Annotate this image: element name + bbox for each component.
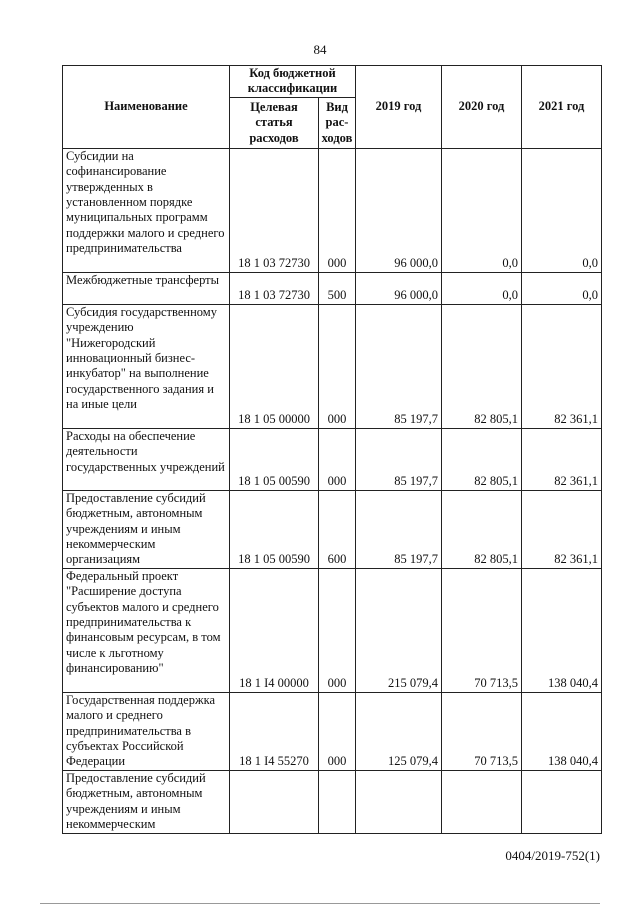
row-value-2019: 96 000,0 <box>356 272 442 304</box>
page-number: 84 <box>313 42 327 57</box>
header-year-2019: 2019 год <box>356 66 442 149</box>
row-value-2021: 0,0 <box>522 148 602 272</box>
row-value-2020 <box>442 770 522 833</box>
row-name: Предоставление субсидий бюджетным, автономным учреждениям и иным некоммерческим <box>63 770 230 833</box>
row-value-2019: 85 197,7 <box>356 428 442 490</box>
row-expense-type: 000 <box>319 568 356 692</box>
row-expense-type: 600 <box>319 490 356 568</box>
row-value-2020: 70 713,5 <box>442 692 522 770</box>
row-target-article: 18 1 03 72730 <box>230 148 319 272</box>
row-expense-type: 000 <box>319 304 356 428</box>
row-expense-type <box>319 770 356 833</box>
row-value-2019: 215 079,4 <box>356 568 442 692</box>
row-name: Государственная поддержка малого и среднего предпринимательства в субъектах Российской Федерации <box>63 692 230 770</box>
row-expense-type: 500 <box>319 272 356 304</box>
header-name: Наименование <box>63 66 230 149</box>
row-value-2019: 96 000,0 <box>356 148 442 272</box>
row-value-2021: 82 361,1 <box>522 490 602 568</box>
table-row <box>63 428 602 490</box>
row-target-article: 18 1 03 72730 <box>230 272 319 304</box>
table-row <box>63 692 602 770</box>
row-name: Федеральный проект "Расширение доступа субъектов малого и среднего предпринимательства к финансовым ресурсам, в том числе к льготному финансированию" <box>63 568 230 692</box>
budget-table <box>62 65 602 834</box>
row-value-2021 <box>522 770 602 833</box>
table-row <box>63 770 602 833</box>
row-target-article: 18 1 I4 55270 <box>230 692 319 770</box>
row-value-2021: 138 040,4 <box>522 692 602 770</box>
row-value-2020: 82 805,1 <box>442 490 522 568</box>
row-value-2021: 0,0 <box>522 272 602 304</box>
header-code-group: Код бюджетной классификации <box>230 66 356 98</box>
header-target-article: Целевая статья расходов <box>230 97 319 148</box>
row-value-2020: 82 805,1 <box>442 428 522 490</box>
row-target-article: 18 1 05 00590 <box>230 428 319 490</box>
row-target-article <box>230 770 319 833</box>
row-name: Субсидии на софинансирование утвержденных в установленном порядке муниципальных программ поддержки малого и среднего предпринимательства <box>63 148 230 272</box>
row-value-2021: 138 040,4 <box>522 568 602 692</box>
row-expense-type: 000 <box>319 148 356 272</box>
row-value-2019 <box>356 770 442 833</box>
row-expense-type: 000 <box>319 428 356 490</box>
table-header <box>63 66 602 149</box>
bottom-divider <box>40 903 600 904</box>
table-body <box>63 148 602 833</box>
header-year-2020: 2020 год <box>442 66 522 149</box>
document-code: 0404/2019-752(1) <box>505 848 600 863</box>
row-value-2019: 85 197,7 <box>356 490 442 568</box>
row-target-article: 18 1 I4 00000 <box>230 568 319 692</box>
row-target-article: 18 1 05 00590 <box>230 490 319 568</box>
table-row <box>63 568 602 692</box>
row-name: Предоставление субсидий бюджетным, автономным учреждениям и иным некоммерческим организациям <box>63 490 230 568</box>
row-value-2020: 70 713,5 <box>442 568 522 692</box>
row-value-2019: 125 079,4 <box>356 692 442 770</box>
row-value-2020: 82 805,1 <box>442 304 522 428</box>
row-name: Субсидия государственному учреждению "Нижегородский инновационный бизнес-инкубатор" на выполнение государственного задания и на иные цели <box>63 304 230 428</box>
row-value-2020: 0,0 <box>442 272 522 304</box>
table-row <box>63 272 602 304</box>
row-expense-type: 000 <box>319 692 356 770</box>
row-target-article: 18 1 05 00000 <box>230 304 319 428</box>
row-value-2021: 82 361,1 <box>522 428 602 490</box>
row-value-2021: 82 361,1 <box>522 304 602 428</box>
table-row <box>63 490 602 568</box>
row-value-2019: 85 197,7 <box>356 304 442 428</box>
row-name: Расходы на обеспечение деятельности государственных учреждений <box>63 428 230 490</box>
row-value-2020: 0,0 <box>442 148 522 272</box>
header-expense-type: Вид рас-ходов <box>319 97 356 148</box>
table-row <box>63 304 602 428</box>
row-name: Межбюджетные трансферты <box>63 272 230 304</box>
table-row <box>63 148 602 272</box>
header-year-2021: 2021 год <box>522 66 602 149</box>
